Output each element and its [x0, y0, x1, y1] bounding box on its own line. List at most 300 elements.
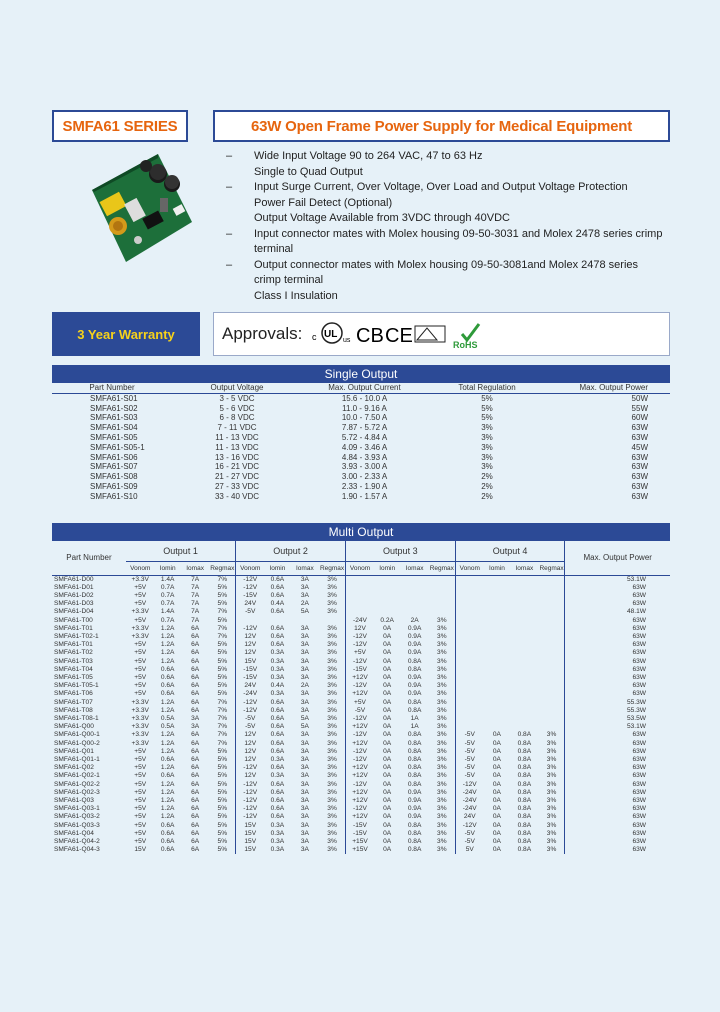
- table-cell: 3%: [437, 747, 447, 755]
- sub-column-header: Vonom: [126, 561, 155, 575]
- table-cell: [510, 633, 539, 641]
- table-cell: -5V: [455, 731, 484, 739]
- table-cell: 15V: [236, 846, 265, 854]
- table-cell: +5V: [134, 673, 147, 681]
- table-cell: 33 - 40 VDC: [214, 491, 260, 501]
- table-cell: [455, 674, 484, 682]
- table-cell: +5V: [134, 796, 147, 804]
- table-cell: 3A: [300, 673, 309, 681]
- table-cell: 4.09 - 3.46 A: [341, 442, 388, 452]
- table-cell: 0.5A: [160, 723, 175, 731]
- table-cell: 0.3A: [270, 838, 285, 845]
- table-cell: -12V: [345, 805, 374, 813]
- table-row: [52, 838, 670, 846]
- table-cell: 0.3A: [270, 829, 285, 837]
- table-cell: 6A: [191, 764, 200, 772]
- table-cell: SMFA61-S05-1: [90, 442, 145, 452]
- sub-column-header: Vonom: [345, 561, 374, 575]
- table-cell: 3A: [300, 665, 309, 673]
- table-cell: [539, 584, 565, 592]
- feature-item: [226, 180, 666, 196]
- feature-bullet: –: [226, 150, 233, 162]
- table-cell: 0A: [383, 846, 392, 854]
- table-cell: [510, 600, 539, 608]
- table-cell: SMFA61-D04: [54, 608, 94, 616]
- table-cell: -12V: [345, 633, 374, 641]
- table-cell: [510, 690, 539, 698]
- table-cell: 0A: [383, 723, 392, 731]
- table-row: [52, 423, 670, 433]
- table-cell: 5%: [217, 764, 228, 772]
- table-cell: -5V: [455, 772, 484, 780]
- table-cell: 3%: [546, 821, 557, 829]
- table-cell: SMFA61-T01: [54, 624, 93, 632]
- table-cell: SMFA61-Q02: [54, 764, 94, 772]
- multi-output-table: [52, 541, 670, 854]
- table-cell: 5V: [455, 846, 484, 854]
- table-cell: 60W: [631, 413, 648, 423]
- table-cell: 7%: [217, 575, 228, 583]
- table-cell: 3A: [300, 632, 309, 640]
- table-cell: +12V: [345, 764, 374, 772]
- table-cell: SMFA61-Q04-3: [54, 846, 100, 854]
- table-cell: 3%: [437, 780, 447, 788]
- table-cell: 6A: [191, 665, 200, 673]
- table-cell: 0.8A: [407, 739, 422, 747]
- table-cell: +15V: [345, 838, 374, 846]
- table-cell: 24V: [236, 682, 265, 690]
- table-cell: 3%: [481, 432, 493, 442]
- table-cell: 63W: [631, 452, 648, 462]
- table-cell: 53.1W: [565, 575, 670, 584]
- table-cell: [400, 592, 429, 600]
- table-cell: -5V: [236, 715, 265, 723]
- table-cell: SMFA61-Q01: [54, 747, 94, 755]
- feature-bullet: –: [226, 181, 233, 193]
- table-cell: [374, 575, 400, 584]
- sub-column-header: Vonom: [236, 561, 265, 575]
- table-cell: [374, 584, 400, 592]
- table-cell: 6A: [191, 772, 200, 780]
- table-cell: 0.3A: [270, 673, 285, 681]
- ul-mark: UL: [324, 329, 338, 340]
- table-cell: 63W: [565, 813, 670, 821]
- table-cell: 0.8A: [517, 813, 532, 821]
- table-cell: 1A: [410, 714, 419, 722]
- table-cell: [400, 584, 429, 592]
- table-cell: 0.3A: [270, 821, 285, 829]
- table-cell: 3A: [300, 755, 309, 763]
- table-cell: 0.6A: [270, 764, 285, 772]
- table-cell: 12V: [236, 649, 265, 657]
- table-cell: 0A: [383, 682, 392, 690]
- table-cell: 63W: [565, 822, 670, 830]
- table-cell: [539, 617, 565, 625]
- table-row: [52, 462, 670, 472]
- table-cell: SMFA61-S02: [90, 403, 138, 413]
- table-cell: 0A: [492, 739, 501, 747]
- table-cell: [539, 658, 565, 666]
- sub-column-header: Iomax: [291, 561, 320, 575]
- table-cell: 6A: [191, 755, 200, 763]
- table-cell: 0.8A: [407, 838, 422, 845]
- table-cell: 3A: [300, 706, 309, 714]
- table-cell: 5%: [481, 413, 493, 423]
- sub-column-header: Iomin: [264, 561, 290, 575]
- table-cell: [539, 723, 565, 731]
- table-cell: +3.3V: [131, 575, 149, 583]
- table-row: [52, 453, 670, 463]
- table-cell: 7A: [191, 591, 200, 599]
- table-cell: 63W: [565, 682, 670, 690]
- table-cell: 3A: [300, 788, 309, 796]
- table-cell: 5%: [217, 772, 228, 780]
- table-cell: SMFA61-D00: [54, 575, 94, 583]
- table-cell: 0.8A: [517, 846, 532, 854]
- table-cell: 3%: [437, 805, 447, 813]
- table-cell: 0A: [383, 665, 392, 673]
- table-row: [52, 846, 670, 854]
- table-cell: 6A: [191, 641, 200, 649]
- table-cell: [510, 666, 539, 674]
- table-cell: +5V: [134, 600, 147, 608]
- table-cell: +5V: [134, 657, 147, 665]
- table-cell: 0A: [492, 780, 501, 788]
- table-cell: 63W: [565, 830, 670, 838]
- table-cell: 3%: [437, 796, 447, 804]
- page-title: 63W Open Frame Power Supply for Medical Equipment: [213, 110, 670, 142]
- table-cell: 0A: [383, 838, 392, 845]
- feature-text: Class I Insulation: [254, 289, 338, 302]
- table-cell: 12V: [236, 633, 265, 641]
- sub-column-header: Iomax: [510, 561, 539, 575]
- table-cell: 0.9A: [407, 813, 422, 821]
- output-group-header: Output 4: [455, 541, 565, 561]
- table-cell: 7.87 - 5.72 A: [341, 423, 388, 433]
- table-cell: 6A: [191, 706, 200, 714]
- table-cell: -15V: [236, 666, 265, 674]
- table-cell: [345, 584, 374, 592]
- table-cell: 0.8A: [517, 731, 532, 739]
- table-cell: [484, 690, 510, 698]
- table-cell: 0.8A: [517, 796, 532, 804]
- table-cell: 3%: [327, 846, 337, 854]
- table-row: [52, 482, 670, 492]
- table-row: [52, 756, 670, 764]
- table-cell: 7%: [217, 632, 228, 640]
- table-cell: [455, 707, 484, 715]
- feature-item: [226, 289, 666, 305]
- table-cell: 0A: [492, 788, 501, 796]
- table-cell: 27 - 33 VDC: [214, 481, 260, 491]
- table-cell: 0.3A: [270, 665, 285, 673]
- table-cell: [510, 575, 539, 584]
- table-cell: 1.2A: [160, 641, 175, 649]
- table-cell: 3%: [327, 591, 337, 599]
- table-cell: 3%: [327, 665, 337, 673]
- table-cell: 3%: [481, 442, 493, 452]
- table-cell: 1.2A: [160, 764, 175, 772]
- table-cell: 63W: [565, 756, 670, 764]
- table-cell: 0.5A: [160, 714, 175, 722]
- table-cell: 5%: [217, 813, 228, 821]
- table-cell: 16 - 21 VDC: [214, 462, 260, 472]
- table-cell: +5V: [134, 755, 147, 763]
- table-cell: -15V: [345, 666, 374, 674]
- table-cell: 15.6 - 10.0 A: [341, 393, 388, 403]
- table-cell: 0A: [492, 846, 501, 854]
- table-cell: SMFA61-Q03-2: [54, 813, 100, 821]
- table-cell: 6A: [191, 624, 200, 632]
- table-cell: 5%: [217, 747, 228, 755]
- single-output-title: Single Output: [52, 365, 670, 383]
- table-cell: [539, 690, 565, 698]
- table-cell: SMFA61-Q02-1: [54, 772, 100, 780]
- table-cell: 0.8A: [407, 829, 422, 837]
- table-cell: 3%: [481, 452, 493, 462]
- table-cell: 0A: [492, 796, 501, 804]
- table-row: [52, 649, 670, 657]
- table-cell: 0.6A: [160, 755, 175, 763]
- table-cell: 0.8A: [517, 788, 532, 796]
- table-cell: 3%: [437, 706, 447, 714]
- table-cell: -12V: [345, 658, 374, 666]
- table-cell: 3%: [327, 690, 337, 698]
- table-cell: 3%: [546, 813, 557, 821]
- table-cell: 0.6A: [270, 641, 285, 649]
- table-cell: [510, 723, 539, 731]
- table-cell: [319, 617, 345, 625]
- table-cell: 0.8A: [407, 657, 422, 665]
- table-row: [52, 690, 670, 698]
- table-cell: 3A: [191, 714, 200, 722]
- table-cell: 3%: [437, 714, 447, 722]
- table-cell: 55.3W: [565, 699, 670, 707]
- table-cell: +3.3V: [131, 723, 149, 731]
- table-cell: 0.6A: [270, 583, 285, 591]
- table-cell: [455, 617, 484, 625]
- column-header: Max. Output Current: [302, 383, 427, 393]
- table-cell: 3%: [327, 739, 337, 747]
- table-cell: 0.8A: [407, 706, 422, 714]
- table-cell: 21 - 27 VDC: [214, 472, 260, 482]
- table-cell: 63W: [565, 625, 670, 633]
- table-row: [52, 592, 670, 600]
- table-cell: 5%: [217, 591, 228, 599]
- table-cell: 3%: [437, 649, 447, 657]
- table-cell: [484, 584, 510, 592]
- table-row: [52, 608, 670, 616]
- table-cell: 3%: [437, 838, 447, 845]
- table-row: [52, 600, 670, 608]
- table-cell: 1.2A: [160, 813, 175, 821]
- table-cell: -15V: [345, 822, 374, 830]
- table-cell: 7%: [217, 723, 228, 731]
- table-cell: 3%: [327, 714, 337, 722]
- feature-text: Output Voltage Available from 3VDC through 40VDC: [254, 212, 511, 224]
- table-cell: [484, 633, 510, 641]
- table-cell: [345, 592, 374, 600]
- table-cell: [374, 592, 400, 600]
- feature-item: [226, 165, 666, 181]
- table-cell: 5%: [217, 838, 228, 845]
- table-row: [52, 813, 670, 821]
- table-row: [52, 822, 670, 830]
- table-cell: 3%: [327, 673, 337, 681]
- table-cell: 2A: [300, 600, 309, 608]
- table-cell: 3%: [327, 829, 337, 837]
- table-cell: 0.6A: [270, 698, 285, 706]
- table-cell: +3.3V: [131, 632, 149, 640]
- table-cell: [455, 699, 484, 707]
- table-cell: 3%: [327, 624, 337, 632]
- table-cell: -12V: [345, 715, 374, 723]
- table-cell: [400, 608, 429, 616]
- table-cell: [484, 658, 510, 666]
- table-cell: +3.3V: [131, 714, 149, 722]
- table-cell: 0A: [383, 747, 392, 755]
- table-cell: 3%: [481, 423, 493, 433]
- table-cell: 0.9A: [407, 805, 422, 813]
- table-cell: 1.2A: [160, 805, 175, 813]
- table-cell: +12V: [345, 797, 374, 805]
- table-cell: 3A: [300, 838, 309, 845]
- table-cell: -12V: [345, 748, 374, 756]
- table-cell: +12V: [345, 813, 374, 821]
- table-cell: SMFA61-S04: [90, 423, 138, 433]
- table-cell: 0A: [383, 673, 392, 681]
- table-cell: [374, 600, 400, 608]
- power-supply-photo: [88, 150, 194, 268]
- table-cell: 0A: [492, 813, 501, 821]
- table-cell: +5V: [345, 649, 374, 657]
- table-row: [52, 404, 670, 414]
- table-cell: SMFA61-Q04-2: [54, 838, 100, 845]
- table-cell: [455, 641, 484, 649]
- table-cell: 3%: [546, 838, 557, 845]
- table-cell: 3%: [437, 723, 447, 731]
- table-cell: 7 - 11 VDC: [217, 423, 257, 433]
- approvals-bar: [213, 312, 670, 356]
- table-cell: SMFA61-Q03-1: [54, 805, 100, 813]
- table-cell: [539, 707, 565, 715]
- table-cell: 3A: [300, 821, 309, 829]
- table-row: [52, 781, 670, 789]
- table-cell: -5V: [455, 838, 484, 846]
- table-cell: 0A: [383, 829, 392, 837]
- table-cell: 5%: [217, 755, 228, 763]
- table-cell: [484, 617, 510, 625]
- table-cell: 0.6A: [270, 731, 285, 739]
- table-cell: [510, 584, 539, 592]
- table-cell: +5V: [134, 780, 147, 788]
- table-cell: -15V: [236, 592, 265, 600]
- table-cell: 6A: [191, 690, 200, 698]
- table-cell: -12V: [345, 641, 374, 649]
- table-cell: [264, 617, 290, 625]
- table-cell: [539, 666, 565, 674]
- table-cell: +5V: [134, 772, 147, 780]
- table-cell: 15V: [236, 822, 265, 830]
- table-cell: 12V: [345, 625, 374, 633]
- table-cell: 0.6A: [160, 829, 175, 837]
- table-cell: [484, 666, 510, 674]
- table-cell: -12V: [236, 789, 265, 797]
- table-cell: 3A: [300, 583, 309, 591]
- table-cell: 63W: [631, 491, 648, 501]
- table-cell: 5 - 6 VDC: [219, 403, 255, 413]
- table-cell: 0.8A: [407, 747, 422, 755]
- table-cell: +3.3V: [131, 624, 149, 632]
- table-row: [52, 740, 670, 748]
- table-cell: 0A: [383, 698, 392, 706]
- table-cell: 3%: [546, 829, 557, 837]
- output-group-header: Output 1: [126, 541, 236, 561]
- table-cell: 0.9A: [407, 682, 422, 690]
- table-cell: 63W: [565, 764, 670, 772]
- table-cell: 0.9A: [407, 641, 422, 649]
- feature-text: Input connector mates with Molex housing 09-50-3031 and Molex 2478 series crimp terminal: [254, 227, 663, 255]
- table-cell: [455, 666, 484, 674]
- table-cell: 3%: [327, 780, 337, 788]
- sub-column-header: Regmax: [319, 561, 345, 575]
- table-cell: 7A: [191, 616, 200, 624]
- table-cell: 63W: [565, 748, 670, 756]
- table-row: [52, 715, 670, 723]
- table-row: [52, 433, 670, 443]
- table-cell: 7%: [217, 608, 228, 616]
- table-row: [52, 797, 670, 805]
- table-cell: 0.4A: [270, 682, 285, 690]
- table-cell: 1A: [410, 723, 419, 731]
- table-cell: -12V: [345, 781, 374, 789]
- table-cell: 3%: [327, 682, 337, 690]
- table-cell: 0.7A: [160, 583, 175, 591]
- table-cell: 3 - 5 VDC: [219, 393, 255, 403]
- table-cell: 0.6A: [160, 821, 175, 829]
- feature-item: [226, 227, 666, 258]
- table-cell: 0.8A: [517, 838, 532, 845]
- table-cell: 15V: [236, 830, 265, 838]
- table-cell: 0.6A: [160, 846, 175, 854]
- table-cell: -12V: [236, 813, 265, 821]
- table-cell: 3A: [300, 780, 309, 788]
- table-cell: [539, 575, 565, 584]
- table-cell: SMFA61-Q02-3: [54, 788, 100, 796]
- sub-column-header: Iomin: [484, 561, 510, 575]
- table-cell: [345, 600, 374, 608]
- table-cell: -12V: [455, 781, 484, 789]
- table-cell: 0.6A: [270, 780, 285, 788]
- table-cell: 63W: [631, 481, 648, 491]
- table-cell: 0.6A: [270, 813, 285, 821]
- table-cell: 0.8A: [407, 764, 422, 772]
- table-cell: 6A: [191, 846, 200, 854]
- table-cell: 0.8A: [517, 772, 532, 780]
- table-cell: 1.2A: [160, 657, 175, 665]
- table-cell: 3A: [300, 641, 309, 649]
- sub-column-header: Regmax: [539, 561, 565, 575]
- table-cell: -15V: [236, 674, 265, 682]
- table-cell: 0.8A: [407, 731, 422, 739]
- table-cell: 6A: [191, 698, 200, 706]
- table-cell: 3%: [437, 616, 447, 624]
- table-cell: 5%: [481, 403, 493, 413]
- table-cell: +3.3V: [131, 608, 149, 616]
- table-cell: 0.6A: [270, 723, 285, 731]
- table-cell: 5%: [217, 600, 228, 608]
- table-cell: 6A: [191, 829, 200, 837]
